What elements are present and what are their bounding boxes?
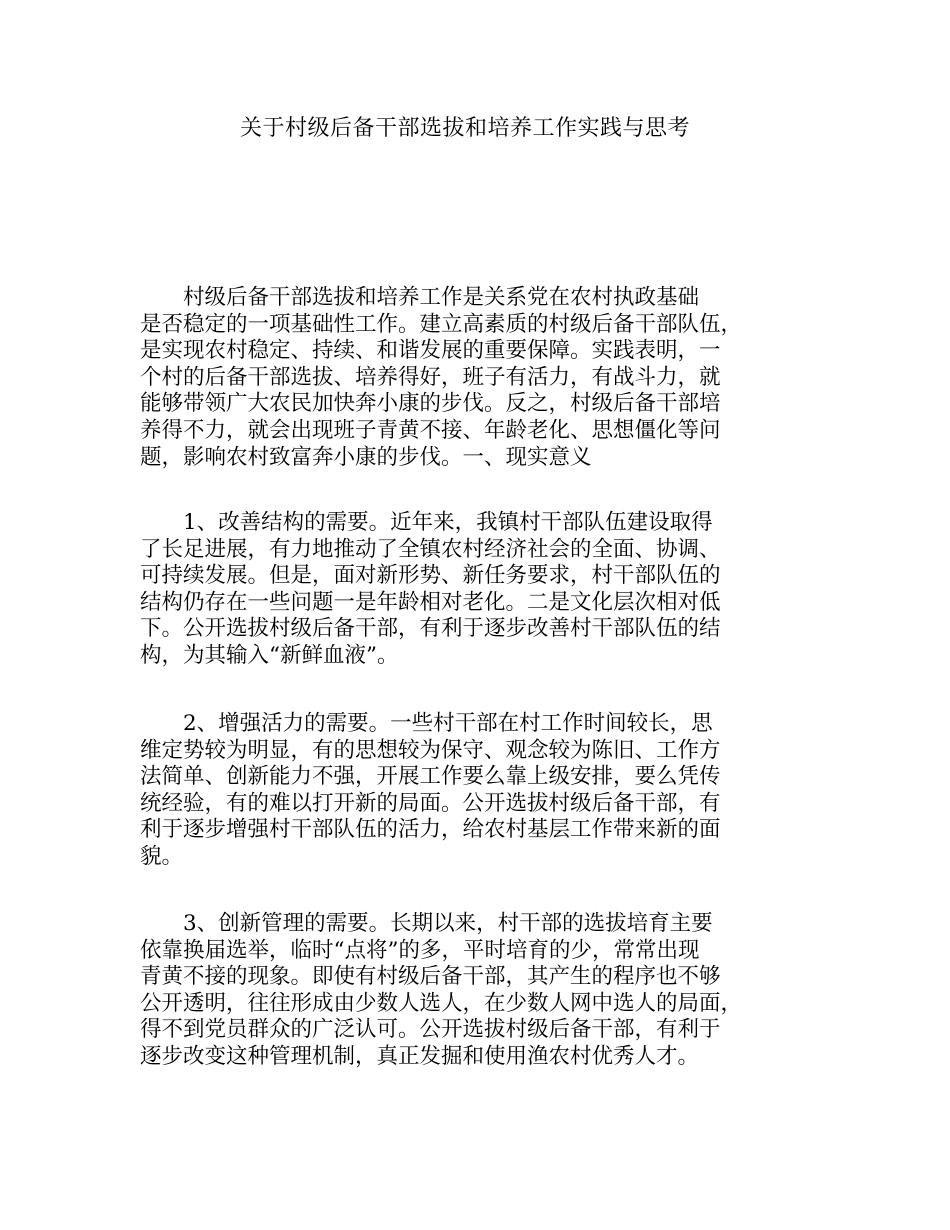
paragraph-line: 法简单、创新能力不强，开展工作要么靠上级安排，要么凭传 <box>140 764 721 790</box>
paragraph-line: 2、增强活力的需要。一些村干部在村工作时间较长，思 <box>140 711 713 736</box>
paragraph-line: 结构仍存在一些问题一是年龄相对老化。二是文化层次相对低 <box>140 589 721 615</box>
paragraph-line: 能够带领广大农民加快奔小康的步伐。反之，村级后备干部培 <box>140 391 721 417</box>
paragraph-line: 逐步改变这种管理机制，真正发掘和使用渔农村优秀人才。 <box>140 1043 700 1069</box>
paragraph-line: 是否稳定的一项基础性工作。建立高素质的村级后备干部队伍， <box>140 311 743 337</box>
paragraph-vitality <box>140 711 830 871</box>
paragraph-line: 3、创新管理的需要。长期以来，村干部的选拔培育主要 <box>140 911 713 936</box>
paragraph-line: 貌。 <box>140 843 184 869</box>
paragraph-line: 得不到党员群众的广泛认可。公开选拔村级后备干部，有利于 <box>140 1017 721 1043</box>
paragraph-line: 村级后备干部选拔和培养工作是关系党在农村执政基础 <box>140 285 700 310</box>
paragraph-line: 了长足进展，有力地推动了全镇农村经济社会的全面、协调、 <box>140 536 721 562</box>
paragraph-line: 可持续发展。但是，面对新形势、新任务要求，村干部队伍的 <box>140 563 721 589</box>
paragraph-line: 个村的后备干部选拔、培养得好，班子有活力，有战斗力，就 <box>140 364 721 390</box>
paragraph-line: 青黄不接的现象。即使有村级后备干部，其产生的程序也不够 <box>140 964 721 990</box>
paragraph-line: 题，影响农村致富奔小康的步伐。一、现实意义 <box>140 444 592 470</box>
paragraph-line: 下。公开选拔村级后备干部，有利于逐步改善村干部队伍的结 <box>140 616 721 642</box>
document-title: 关于村级后备干部选拔和培养工作实践与思考 <box>239 116 690 141</box>
paragraph-structure <box>140 510 830 670</box>
paragraph-line: 构，为其输入“新鲜血液”。 <box>140 642 399 668</box>
paragraph-line: 养得不力，就会出现班子青黄不接、年龄老化、思想僵化等问 <box>140 417 721 443</box>
paragraph-line: 依靠换届选举，临时“点将”的多，平时培育的少，常常出现 <box>140 937 700 963</box>
paragraph-line: 维定势较为明显，有的思想较为保守、观念较为陈旧、工作方 <box>140 737 721 763</box>
paragraph-line: 1、改善结构的需要。近年来，我镇村干部队伍建设取得 <box>140 510 713 535</box>
paragraph-line: 公开透明，往往形成由少数人选人，在少数人网中选人的局面， <box>140 990 743 1016</box>
paragraph-line: 是实现农村稳定、持续、和谐发展的重要保障。实践表明，一 <box>140 338 721 364</box>
paragraph-management <box>140 911 830 1071</box>
paragraph-line: 利于逐步增强村干部队伍的活力，给农村基层工作带来新的面 <box>140 817 721 843</box>
paragraph-line: 统经验，有的难以打开新的局面。公开选拔村级后备干部，有 <box>140 790 721 816</box>
paragraph-intro <box>140 285 830 471</box>
